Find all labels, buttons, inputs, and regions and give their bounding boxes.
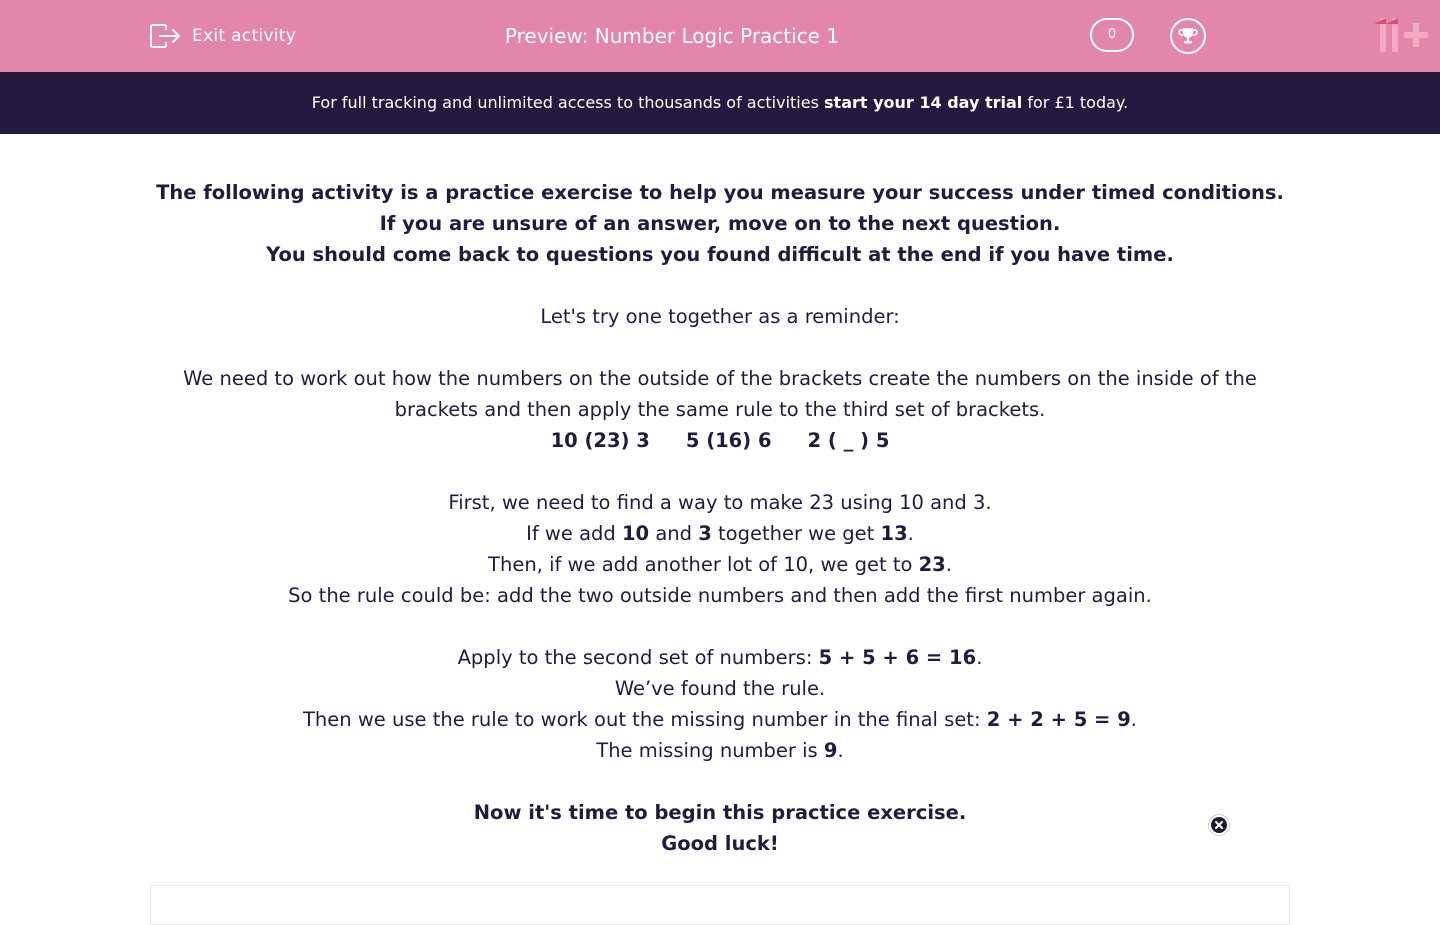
close-icon (1214, 820, 1224, 830)
example-set-3: 2 ( _ ) 5 (807, 429, 890, 452)
step-7-text: Then we use the rule to work out the missing number in the final set: 2 + 2 + 5 = 9. (303, 708, 1137, 731)
step-3-text: Then, if we add another lot of 10, we get to 23. (488, 553, 952, 576)
intro-line-2: If you are unsure of an answer, move on to the next question. (379, 212, 1061, 235)
trial-banner (0, 72, 1440, 134)
banner-text-after: for £1 today. (1022, 93, 1129, 112)
step-5-text: Apply to the second set of numbers: 5 + 5 + 6 = 16. (457, 646, 983, 669)
step-8-text: The missing number is 9. (596, 739, 844, 762)
trophy-icon (1177, 25, 1199, 47)
activity-introduction (150, 177, 1290, 859)
start-trial-link[interactable]: start your 14 day trial (824, 93, 1023, 112)
step-6-text: We’ve found the rule. (614, 677, 826, 700)
example-set-2: 5 (16) 6 (685, 429, 772, 452)
top-bar (0, 0, 1440, 72)
exit-activity-label: Exit activity (192, 26, 297, 46)
step-2-text: If we add 10 and 3 together we get 13. (526, 522, 914, 545)
page-title: Preview: Number Logic Practice 1 (504, 24, 840, 48)
brand-logo (1370, 14, 1434, 58)
example-set-1: 10 (23) 3 (550, 429, 650, 452)
outro-line-1: Now it's time to begin this practice exercise. (473, 801, 967, 824)
score-badge: 0 (1090, 18, 1134, 52)
banner-text-before: For full tracking and unlimited access to thousands of activities (311, 93, 825, 112)
step-4-text: So the rule could be: add the two outside numbers and then add the first number again. (288, 584, 1152, 607)
instruction-text: We need to work out how the numbers on the outside of the brackets create the numbers on the inside of the brackets and then apply the same rule to the third set of brackets. (183, 367, 1257, 421)
exit-icon (148, 21, 182, 51)
close-button[interactable] (1209, 815, 1229, 835)
intro-line-1: The following activity is a practice exercise to help you measure your success under timed conditions. (156, 181, 1284, 204)
question-card (150, 885, 1290, 925)
example-sets (150, 425, 1290, 456)
outro-line-2: Good luck! (661, 832, 779, 855)
exit-activity-button[interactable] (148, 20, 296, 52)
trophy-button[interactable] (1170, 18, 1206, 54)
step-1-text: First, we need to find a way to make 23 using 10 and 3. (448, 491, 992, 514)
intro-line-3: You should come back to questions you found difficult at the end if you have time. (266, 243, 1174, 266)
reminder-text: Let's try one together as a reminder: (540, 305, 900, 328)
